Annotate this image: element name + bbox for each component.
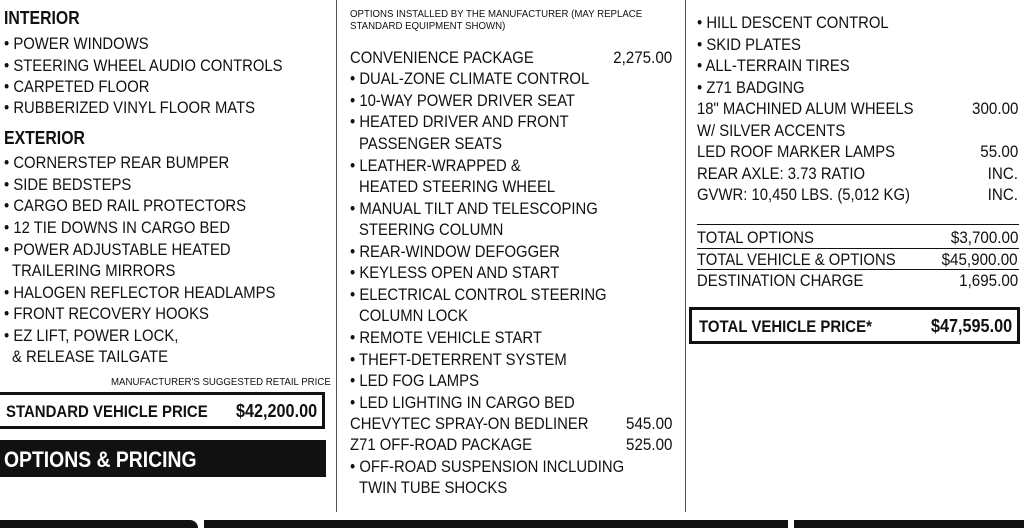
total-options-price: $3,700.00 bbox=[950, 229, 1018, 247]
priced-option-price: 300.00 bbox=[971, 100, 1018, 118]
standard-price-box bbox=[0, 392, 325, 429]
priced-option-price: 55.00 bbox=[980, 143, 1018, 161]
option-item: • SKID PLATES bbox=[697, 36, 801, 54]
msrp-note: MANUFACTURER'S SUGGESTED RETAIL PRICE bbox=[111, 376, 331, 388]
interior-item: • POWER WINDOWS bbox=[4, 35, 149, 53]
option-item: STEERING COLUMN bbox=[359, 221, 504, 239]
total-vehicle-price-box bbox=[689, 307, 1020, 344]
option-item: TWIN TUBE SHOCKS bbox=[359, 479, 508, 497]
option-item: • DUAL-ZONE CLIMATE CONTROL bbox=[350, 70, 590, 88]
standard-price-value: $42,200.00 bbox=[235, 401, 317, 421]
option-item: • ELECTRICAL CONTROL STEERING bbox=[350, 286, 607, 304]
exterior-item: • SIDE BEDSTEPS bbox=[4, 176, 132, 194]
totals-divider bbox=[697, 224, 1019, 225]
interior-item: • STEERING WHEEL AUDIO CONTROLS bbox=[4, 57, 283, 75]
z71-package-label: Z71 OFF-ROAD PACKAGE bbox=[350, 436, 533, 454]
exterior-item: • 12 TIE DOWNS IN CARGO BED bbox=[4, 219, 231, 237]
standard-price-label: STANDARD VEHICLE PRICE bbox=[6, 402, 208, 421]
option-item: • ALL-TERRAIN TIRES bbox=[697, 57, 850, 75]
option-item: • REAR-WINDOW DEFOGGER bbox=[350, 243, 560, 261]
exterior-item: • EZ LIFT, POWER LOCK, bbox=[4, 327, 179, 345]
exterior-item: • POWER ADJUSTABLE HEATED bbox=[4, 241, 231, 259]
options-note: STANDARD EQUIPMENT SHOWN) bbox=[350, 20, 506, 32]
options-pricing-title: OPTIONS & PRICING bbox=[4, 447, 197, 472]
option-item: HEATED STEERING WHEEL bbox=[359, 178, 556, 196]
option-item: • REMOTE VEHICLE START bbox=[350, 329, 542, 347]
options-pricing-banner bbox=[0, 440, 326, 477]
bedliner-label: CHEVYTEC SPRAY-ON BEDLINER bbox=[350, 415, 589, 433]
bedliner-price: 545.00 bbox=[625, 415, 672, 433]
priced-option-label: LED ROOF MARKER LAMPS bbox=[697, 143, 896, 161]
priced-option-price: INC. bbox=[987, 165, 1018, 183]
totals-divider bbox=[697, 248, 1019, 249]
interior-item: • RUBBERIZED VINYL FLOOR MATS bbox=[4, 99, 256, 117]
convenience-package-price: 2,275.00 bbox=[612, 49, 672, 67]
exterior-heading: EXTERIOR bbox=[4, 128, 85, 148]
exterior-item: TRAILERING MIRRORS bbox=[12, 262, 176, 280]
priced-option-label: 18" MACHINED ALUM WHEELS bbox=[697, 100, 914, 118]
option-item: • LEATHER-WRAPPED & bbox=[350, 157, 521, 175]
exterior-item: • HALOGEN REFLECTOR HEADLAMPS bbox=[4, 284, 276, 302]
options-note: OPTIONS INSTALLED BY THE MANUFACTURER (MAY REPLACE bbox=[350, 8, 643, 20]
exterior-item: • FRONT RECOVERY HOOKS bbox=[4, 305, 209, 323]
priced-option-label: W/ SILVER ACCENTS bbox=[697, 122, 846, 140]
option-item: PASSENGER SEATS bbox=[359, 135, 503, 153]
total-vehicle-options-label: TOTAL VEHICLE & OPTIONS bbox=[697, 251, 896, 269]
totals-divider bbox=[697, 269, 1019, 270]
interior-item: • CARPETED FLOOR bbox=[4, 78, 150, 96]
priced-option-label: REAR AXLE: 3.73 RATIO bbox=[697, 165, 866, 183]
option-item: • HEATED DRIVER AND FRONT bbox=[350, 113, 569, 131]
priced-option-price: INC. bbox=[987, 186, 1018, 204]
total-vehicle-price-label: TOTAL VEHICLE PRICE* bbox=[699, 317, 872, 336]
destination-charge-label: DESTINATION CHARGE bbox=[697, 272, 864, 290]
bottom-edge-bar bbox=[204, 520, 788, 528]
option-item: • LED FOG LAMPS bbox=[350, 372, 479, 390]
option-item: • OFF-ROAD SUSPENSION INCLUDING bbox=[350, 458, 625, 476]
total-vehicle-price-value: $47,595.00 bbox=[930, 316, 1012, 336]
z71-package-price: 525.00 bbox=[625, 436, 672, 454]
option-item: • MANUAL TILT AND TELESCOPING bbox=[350, 200, 598, 218]
column-divider bbox=[336, 0, 337, 512]
exterior-item: & RELEASE TAILGATE bbox=[12, 348, 168, 366]
exterior-item: • CORNERSTEP REAR BUMPER bbox=[4, 154, 230, 172]
option-item: • LED LIGHTING IN CARGO BED bbox=[350, 394, 575, 412]
option-item: • HILL DESCENT CONTROL bbox=[697, 14, 889, 32]
column-divider bbox=[685, 0, 686, 512]
exterior-item: • CARGO BED RAIL PROTECTORS bbox=[4, 197, 247, 215]
option-item: • THEFT-DETERRENT SYSTEM bbox=[350, 351, 567, 369]
total-options-label: TOTAL OPTIONS bbox=[697, 229, 814, 247]
destination-charge-price: 1,695.00 bbox=[958, 272, 1018, 290]
option-item: • KEYLESS OPEN AND START bbox=[350, 264, 560, 282]
interior-heading: INTERIOR bbox=[4, 8, 80, 28]
convenience-package-label: CONVENIENCE PACKAGE bbox=[350, 49, 534, 67]
total-vehicle-options-price: $45,900.00 bbox=[942, 251, 1018, 269]
option-item: • 10-WAY POWER DRIVER SEAT bbox=[350, 92, 575, 110]
bottom-edge-bar bbox=[794, 520, 1024, 528]
priced-option-label: GVWR: 10,450 LBS. (5,012 KG) bbox=[697, 186, 910, 204]
option-item: COLUMN LOCK bbox=[359, 307, 468, 325]
option-item: • Z71 BADGING bbox=[697, 79, 805, 97]
bottom-edge-bar bbox=[0, 520, 198, 528]
